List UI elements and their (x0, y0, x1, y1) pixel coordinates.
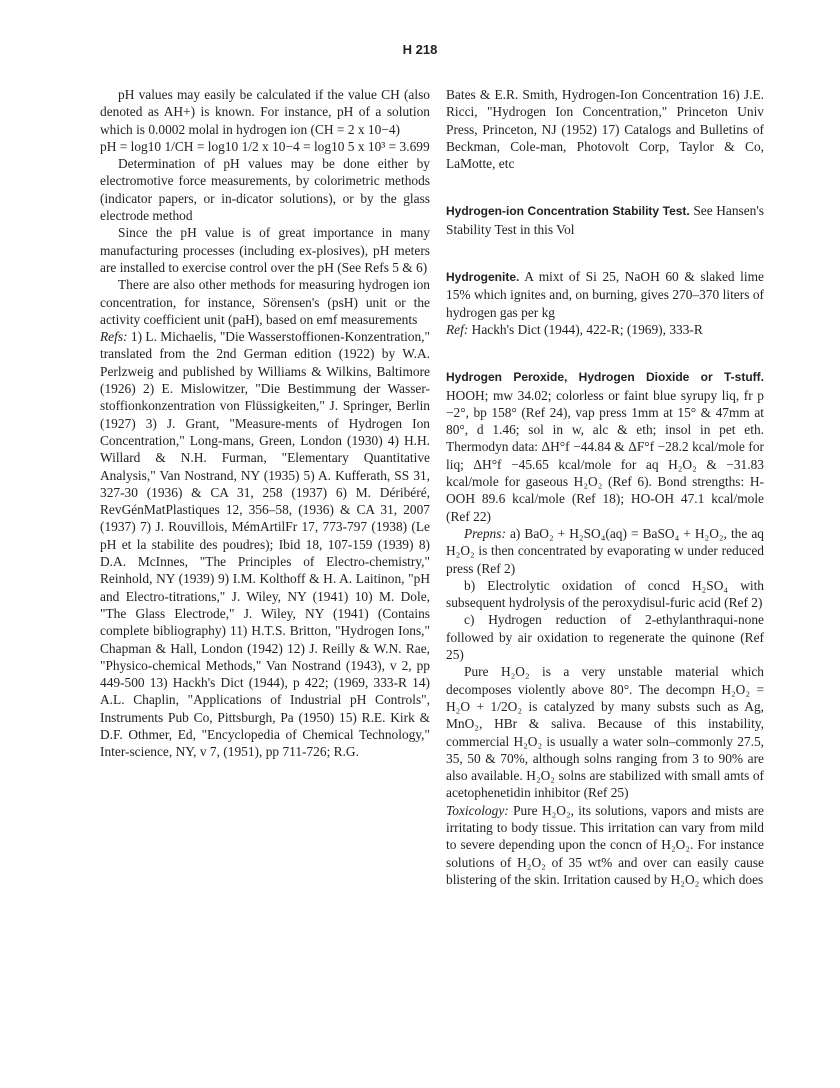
ph-meters-paragraph: Since the pH value is of great importance in many manufacturing processes (including ex-plosives), pH meters are installed to exercise control over the pH (See Refs 5 & 6) (100, 225, 430, 275)
prepns-c: c) Hydrogen reduction of 2-ethylanthraqui-none followed by air oxidation to regenerate the quinone (Ref 25) (446, 612, 764, 663)
prepns-b: b) Electrolytic oxidation of concd H₂SO₄ with subsequent hydrolysis of the peroxydisul-furic acid (Ref 2) (446, 577, 764, 611)
toxicology-text: Pure H₂O₂, its solutions, vapors and mists are irritating to body tissue. This irritation can vary from mild to severe depending upon the concn of H₂O₂. For instance solutions of H₂O₂ of 35 wt% and over can easily cause blistering of the skin. Irritation caused by H₂O₂ which does (446, 802, 764, 887)
prepns-label: Prepns: (464, 525, 506, 541)
refs-label: Refs: (100, 329, 128, 345)
pure-peroxide-paragraph: Pure H₂O₂ is a very unstable material which decomposes violently above 80°. The decompn H₂O₂ = H₂O + 1/2O₂ is catalyzed by many substs such as Ag, MnO₂, HBr & saliva. Because of this instability, commercial H₂O₂ is usually a water soln–commonly 27.5, 35, 50 & 70%, although solns ranging from 3 to 90% are also available. H₂O₂ solns are stabilized with small amts of acetophenetidin inhibitor (Ref 25) (446, 664, 764, 801)
toxicology-paragraph (446, 802, 764, 888)
hydrogenite-entry (446, 268, 764, 321)
stability-test-entry (446, 202, 764, 238)
stability-test-heading: Hydrogen-ion Concentration Stability Test. (446, 204, 690, 219)
ph-formula: pH = log10 1/CH = log10 1/2 x 10−4 = log10 5 x 10³ = 3.699 (100, 138, 430, 154)
right-column (446, 86, 764, 888)
stability-test-text: See Hansen's Stability Test in this Vol (446, 203, 765, 237)
prepns-a-text: a) BaO₂ + H₂SO₄(aq) = BaSO₄ + H₂O₂, the aq H₂O₂ is then concentrated by evaporating w under reduced press (Ref 2) (446, 525, 764, 576)
references-paragraph (100, 328, 430, 760)
prepns-a (446, 525, 764, 577)
hydrogenite-ref-label: Ref: (446, 321, 469, 337)
references-continued: Bates & E.R. Smith, Hydrogen-Ion Concentration 16) J.E. Ricci, "Hydrogen Ion Concentration," Princeton Univ Press, Princeton, NJ (1952) 17) Catalogs and Bulletins of Beckman, Cole-man, Photovolt Corp, Taylor & Co, LaMotte, etc (446, 87, 764, 172)
ph-calculation-paragraph: pH values may easily be calculated if the value CH (also denoted as AH+) is known. For instance, pH of a solution which is 0.0002 molal in hydrogen ion (CH = 2 x 10−4) (100, 87, 430, 137)
hydrogenite-heading: Hydrogenite. (446, 270, 520, 285)
page-header: H 218 (402, 42, 438, 57)
ph-determination-paragraph: Determination of pH values may be done either by electromotive force measurements, by colorimetric methods (indicator papers, or in-dicator solutions), or by the glass electrode method (100, 156, 430, 224)
peroxide-entry (446, 368, 764, 525)
hydrogenite-text: A mixt of Si 25, NaOH 60 & slaked lime 15% which ignites and, on burning, gives 270–370 liters of hydrogen gas per kg (446, 269, 764, 320)
hydrogenite-ref-text: Hackh's Dict (1944), 422-R; (1969), 333-R (468, 321, 703, 337)
toxicology-label: Toxicology: (446, 802, 509, 818)
hydrogenite-ref (446, 321, 764, 338)
peroxide-heading: Hydrogen Peroxide, Hydrogen Dioxide or T-stuff. (446, 370, 764, 385)
left-column (100, 86, 430, 761)
refs-text: 1) L. Michaelis, "Die Wasserstoffionen-Konzentration," translated from the 2nd German edition (1922) by W.A. Perlzweig and published by Williams & Wilkins, Baltimore (1926) 2) E. Mislowitzer, "Die Bestimmung der Wasser-stoffionkonzentration von Flüssigkeiten," J. Springer, Berlin (1927) 3) J. Grant, "Measure-ments of Hydrogen Ion Concentration," Long-mans, Green, London (1930) 4) H.H. Willard & N.H. Furman, "Elementary Quantitative Analysis," Van Nostrand, NY (1935) 5) A. Kufferath, SS 31, 327-30 (1936) & CA 31, 258 (1937) 6) M. Déribéré, RevGénMatPlastiques 12, 356–58, (1936) & CA 31, 2007 (1937) 7) J. Rouvillois, MémArtilFr 17, 773-797 (1938) (Le pH et la stabilite des poudres); Ibid 18, 107-159 (1939) 8) D.A. McInnes, "The Principles of Electro-chemistry," Reinhold, NY (1939) 9) I.M. Kolthoff & H. A. Laitinon, "pH and Electro-titrations," J. Wiley, NY (1941) 10) M. Dole, "The Glass Electrode," J. Wiley, NY (1941) (Contains complete bibliography) 11) H.T.S. Britton, "Hydrogen Ions," Chapman & Hall, London (1942) 12) J. Reilly & W.N. Rae, "Physico-chemical Methods," Van Nostrand (1943), v 2, pp 449-500 13) Hackh's Dict (1944), p 422; (1969, 333-R 14) A.L. Chaplin, "Applications of Industrial pH Controls", Instruments Pub Co, Pittsburgh, Pa (1950) 15) R.E. Kirk & D.F. Othmer, Ed, "Encyclopedia of Chemical Technology," Inter-science, NY, v 7, (1951), pp 711-726; R.G. (100, 329, 430, 760)
peroxide-text: HOOH; mw 34.02; colorless or faint blue syrupy liq, fr p −2°, bp 158° (Ref 24), vap press 1mm at 15° & 47mm at 80°, d 1.46; sol in w, alc & eth; insol in pet eth. Thermodyn data: ΔH°f −44.84 & ΔF°f −28.2 kcal/mole for liq; ΔH°f −45.65 kcal/mole for aq H₂O₂ & −31.83 kcal/mole for gaseous H₂O₂ (Ref 6). Bond strengths: H-OOH 89.6 kcal/mole (Ref 18); HO-OH 47.1 kcal/mole (Ref 22) (446, 387, 764, 524)
other-methods-paragraph: There are also other methods for measuring hydrogen ion concentration, for instance, Sörensen's (psH) unit or the activity coefficient unit (paH), based on emf measurements (100, 277, 430, 327)
